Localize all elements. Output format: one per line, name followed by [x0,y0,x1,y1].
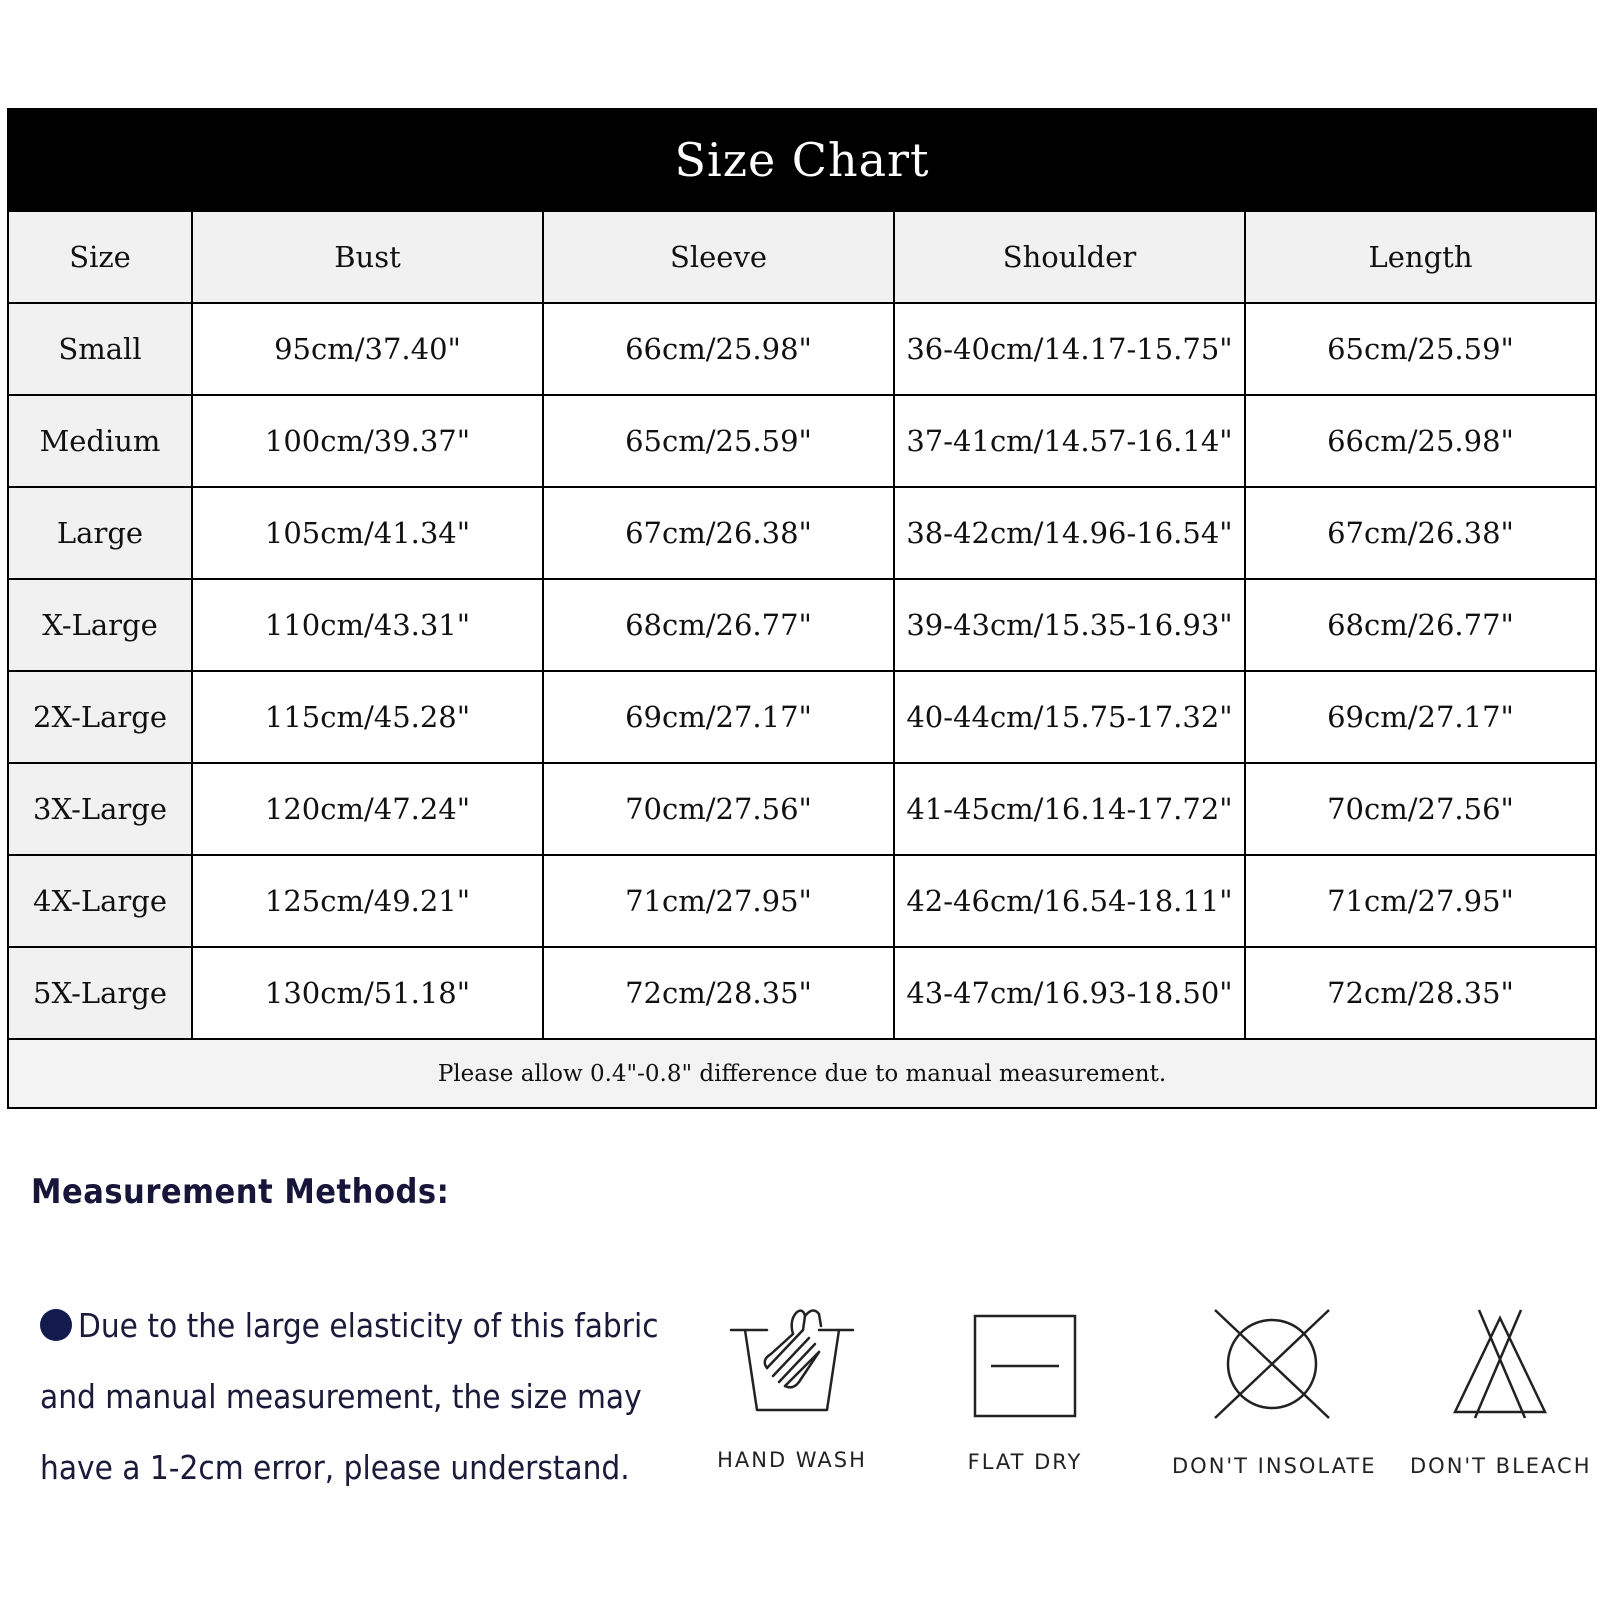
header-row [8,211,1596,303]
table-row [8,671,1596,763]
header-bust: Bust [192,211,543,303]
shoulder-cell: 38-42cm/14.96-16.54" [894,487,1245,579]
bust-cell: 95cm/37.40" [192,303,543,395]
length-cell: 66cm/25.98" [1245,395,1596,487]
length-cell: 72cm/28.35" [1245,947,1596,1039]
shoulder-cell: 42-46cm/16.54-18.11" [894,855,1245,947]
sleeve-cell: 72cm/28.35" [543,947,894,1039]
shoulder-cell: 39-43cm/15.35-16.93" [894,579,1245,671]
sleeve-cell: 70cm/27.56" [543,763,894,855]
hand-wash-icon [727,1300,857,1418]
size-cell: Medium [8,395,192,487]
length-cell: 70cm/27.56" [1245,763,1596,855]
sleeve-cell: 66cm/25.98" [543,303,894,395]
size-cell: 3X-Large [8,763,192,855]
care-label-dont-insolate: DON'T INSOLATE [1172,1454,1377,1478]
table-row [8,395,1596,487]
table-row [8,947,1596,1039]
table-row [8,855,1596,947]
care-item-hand-wash [712,1300,872,1472]
bust-cell: 100cm/39.37" [192,395,543,487]
size-cell: 2X-Large [8,671,192,763]
shoulder-cell: 40-44cm/15.75-17.32" [894,671,1245,763]
sleeve-cell: 69cm/27.17" [543,671,894,763]
bust-cell: 120cm/47.24" [192,763,543,855]
care-label-dont-bleach: DON'T BLEACH [1410,1454,1592,1478]
shoulder-cell: 43-47cm/16.93-18.50" [894,947,1245,1039]
length-cell: 71cm/27.95" [1245,855,1596,947]
table-row [8,579,1596,671]
length-cell: 67cm/26.38" [1245,487,1596,579]
dont-insolate-icon [1213,1308,1331,1420]
table-row [8,303,1596,395]
size-cell: Small [8,303,192,395]
sleeve-cell: 67cm/26.38" [543,487,894,579]
dont-bleach-icon [1453,1308,1547,1420]
shoulder-cell: 37-41cm/14.57-16.14" [894,395,1245,487]
care-item-flat-dry [955,1314,1095,1474]
header-length: Length [1245,211,1596,303]
table-row [8,487,1596,579]
size-cell: 5X-Large [8,947,192,1039]
measurement-methods-text [40,1290,690,1503]
table-row [8,763,1596,855]
header-sleeve: Sleeve [543,211,894,303]
size-cell: X-Large [8,579,192,671]
bust-cell: 105cm/41.34" [192,487,543,579]
bust-cell: 125cm/49.21" [192,855,543,947]
care-label-flat-dry: FLAT DRY [967,1450,1083,1474]
length-cell: 69cm/27.17" [1245,671,1596,763]
care-item-dont-bleach [1410,1308,1590,1478]
sleeve-cell: 65cm/25.59" [543,395,894,487]
length-cell: 68cm/26.77" [1245,579,1596,671]
care-label-hand-wash: HAND WASH [717,1448,867,1472]
length-cell: 65cm/25.59" [1245,303,1596,395]
header-shoulder: Shoulder [894,211,1245,303]
measurement-methods-title: Measurement Methods: [31,1172,450,1212]
size-chart-title: Size Chart [8,109,1596,211]
sleeve-cell: 71cm/27.95" [543,855,894,947]
measurement-methods-body: Due to the large elasticity of this fabric and manual measurement, the size may have a 1-2cm error, please understand. [40,1306,659,1487]
shoulder-cell: 41-45cm/16.14-17.72" [894,763,1245,855]
sleeve-cell: 68cm/26.77" [543,579,894,671]
measurement-note: Please allow 0.4"-0.8" difference due to manual measurement. [8,1039,1596,1108]
header-size: Size [8,211,192,303]
bust-cell: 130cm/51.18" [192,947,543,1039]
bullet-dot-icon [40,1309,72,1341]
flat-dry-icon [973,1314,1077,1418]
care-item-dont-insolate [1172,1308,1377,1478]
size-cell: 4X-Large [8,855,192,947]
size-cell: Large [8,487,192,579]
bust-cell: 115cm/45.28" [192,671,543,763]
bust-cell: 110cm/43.31" [192,579,543,671]
size-chart-table [7,108,1597,1109]
shoulder-cell: 36-40cm/14.17-15.75" [894,303,1245,395]
